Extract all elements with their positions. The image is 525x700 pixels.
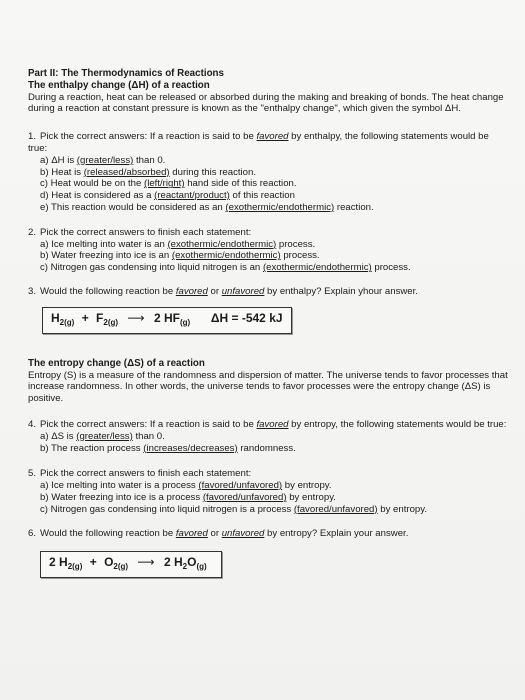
enthalpy-heading: The enthalpy change (ΔH) of a reaction <box>28 79 210 91</box>
q4-choice-a[interactable]: (greater/less) <box>76 430 133 442</box>
question-2-stem: 2. Pick the correct answers to finish each statement: <box>28 226 252 238</box>
enthalpy-intro: During a reaction, heat can be released or absorbed during the making and breaking of bonds. The heat change during a reaction at constant pressure is known as the "enthalpy change", which given the symbol ΔH. <box>28 91 504 115</box>
q1-choice-c[interactable]: (left/right) <box>144 178 185 190</box>
entropy-intro: Entropy (S) is a measure of the randomness and dispersion of matter. The universe tends to favor processes that increase randomness. In other words, the universe tends to favor processes were the entropy change (ΔS) is positive. <box>28 369 508 405</box>
reaction-arrow: ⟶ <box>137 555 155 570</box>
question-1-stem: 1. Pick the correct answers: If a reaction is said to be favored by enthalpy, the following statements would be true: <box>28 131 489 154</box>
q1-option-d: d) Heat is considered as a (reactant/product) of this reaction <box>40 190 295 202</box>
entropy-heading: The entropy change (ΔS) of a reaction <box>28 357 205 369</box>
equation-box-water: 2 $H_{2(g)} + O_{2(g)}$ ⟶ 2 $H_2O_{(g)}$ <box>40 551 222 578</box>
part-title: Part II: The Thermodynamics of Reactions <box>28 68 224 79</box>
question-5 <box>28 468 508 515</box>
q2-option-c: c) Nitrogen gas condensing into liquid nitrogen is an (exothermic/endothermic) process. <box>40 262 411 274</box>
favored-term: favored <box>256 131 289 143</box>
question-2 <box>28 227 508 274</box>
q4-option-b: b) The reaction process (increases/decreases) randomness. <box>40 442 296 454</box>
q1-choice-e[interactable]: (exothermic/endothermic) <box>225 201 335 213</box>
q2-option-a: a) Ice melting into water is an (exothermic/endothermic) process. <box>40 238 316 250</box>
reaction-arrow: ⟶ <box>127 310 145 325</box>
worksheet-content <box>28 68 508 578</box>
q1-option-e: e) This reaction would be considered as an (exothermic/endothermic) reaction. <box>40 201 374 213</box>
question-4-stem: 4. Pick the correct answers: If a reaction is said to be favored by entropy, the following statements would be true: <box>28 418 507 430</box>
q5-option-c: c) Nitrogen gas condensing into liquid nitrogen is a process (favored/unfavored) by entropy. <box>40 503 428 515</box>
q2-choice-a[interactable]: (exothermic/endothermic) <box>167 238 277 250</box>
question-4 <box>28 419 508 454</box>
question-1 <box>28 131 508 214</box>
q5-choice-a[interactable]: (favored/unfavored) <box>198 480 283 492</box>
q1-option-c: c) Heat would be on the (left/right) hand side of this reaction. <box>40 178 297 190</box>
q5-choice-c[interactable]: (favored/unfavored) <box>293 503 378 515</box>
q1-option-b: b) Heat is (released/absorbed) during this reaction. <box>40 166 256 178</box>
q1-option-a: a) ΔH is (greater/less) than 0. <box>40 154 166 166</box>
q5-option-a: a) Ice melting into water is a process (favored/unfavored) by entropy. <box>40 480 332 492</box>
enthalpy-value: ΔH = -542 kJ <box>210 310 283 325</box>
q4-choice-b[interactable]: (increases/decreases) <box>143 442 238 454</box>
question-5-stem: 5. Pick the correct answers to finish each statement: <box>28 468 252 480</box>
question-3 <box>28 286 508 334</box>
question-6 <box>28 528 508 579</box>
equation-box-hf: $H_{2(g)} + F_{2(g)}$ ⟶ 2 $HF_{(g)}$ ΔH = -542 kJ <box>42 307 292 334</box>
question-6-stem: 6. Would the following reaction be favored or unfavored by entropy? Explain your answer. <box>28 527 409 539</box>
q5-choice-b[interactable]: (favored/unfavored) <box>202 491 287 503</box>
q4-option-a: a) ΔS is (greater/less) than 0. <box>40 430 165 442</box>
q2-choice-c[interactable]: (exothermic/endothermic) <box>262 262 372 274</box>
question-3-stem: 3. Would the following reaction be favored or unfavored by enthalpy? Explain yhour answer. <box>28 285 418 297</box>
q1-choice-d[interactable]: (reactant/product) <box>154 190 230 202</box>
q5-option-b: b) Water freezing into ice is a process (favored/unfavored) by entropy. <box>40 491 336 503</box>
q2-choice-b[interactable]: (exothermic/endothermic) <box>171 250 281 262</box>
q2-option-b: b) Water freezing into ice is an (exothermic/endothermic) process. <box>40 250 320 262</box>
q1-choice-a[interactable]: (greater/less) <box>76 154 134 166</box>
q1-choice-b[interactable]: (released/absorbed) <box>83 166 170 178</box>
